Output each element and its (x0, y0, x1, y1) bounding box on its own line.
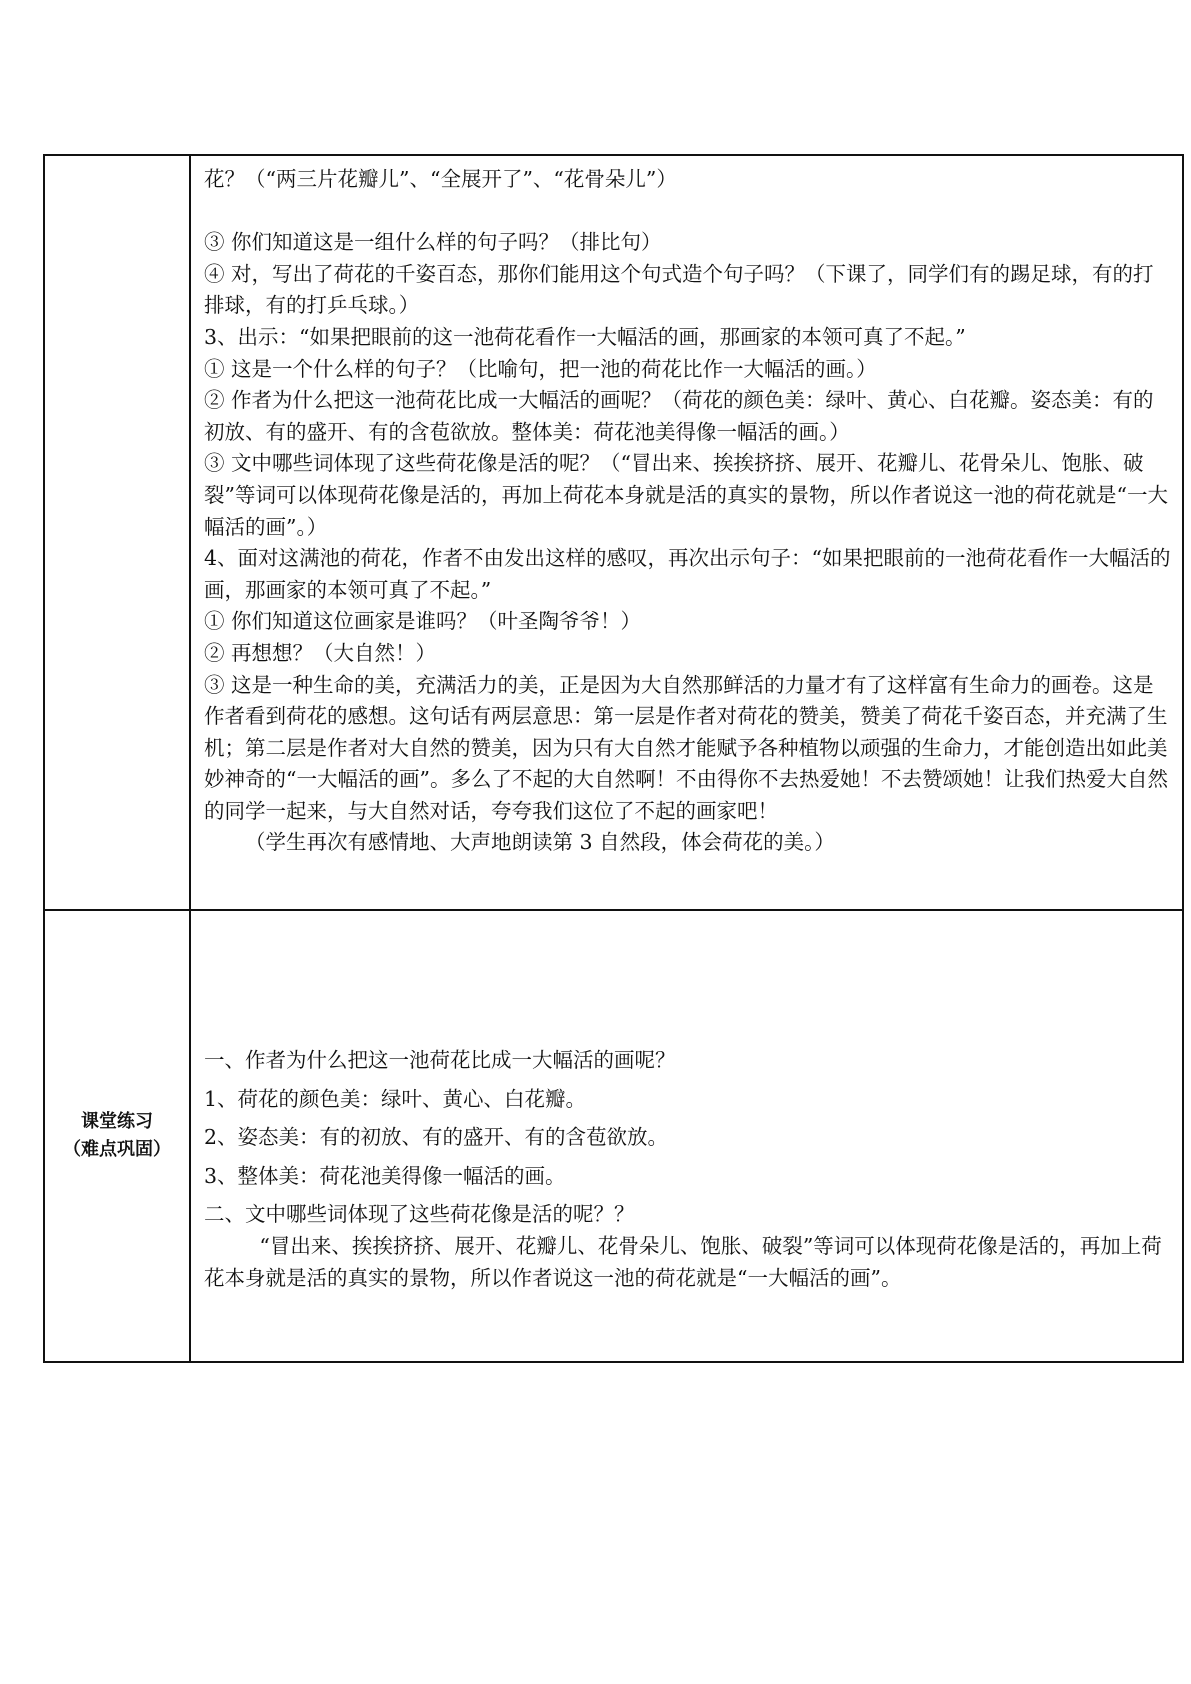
practice-content (191, 911, 1182, 1294)
content-line: ① 这是一个什么样的句子？（比喻句，把一池的荷花比作一大幅活的画。） (204, 356, 877, 381)
content-line: 花？（“两三片花瓣儿”、“全展开了”、“花骨朵儿”） (204, 167, 677, 191)
practice-label: 课堂练习 (81, 1111, 153, 1132)
teaching-process-content (191, 156, 1182, 859)
content-line: ③ 文中哪些词体现了这些荷花像是活的呢？（“冒出来、挨挨挤挤、展开、花瓣儿、花骨朵儿、饱胀、破裂”等词可以体现荷花像是活的，再加上荷花本身就是活的真实的景物，所以作者说这一池的荷花就是“一大幅活的画”。） (204, 451, 1168, 539)
teaching-process-row (44, 155, 1183, 910)
practice-item: 3、整体美：荷花池美得像一幅活的画。 (204, 1163, 566, 1188)
practice-answer: “冒出来、挨挨挤挤、展开、花瓣儿、花骨朵儿、饱胀、破裂”等词可以体现荷花像是活的，再加上荷花本身就是活的真实的景物，所以作者说这一池的荷花就是“一大幅活的画”。 (204, 1233, 1162, 1290)
content-line: 3、出示：“如果把眼前的这一池荷花看作一大幅活的画，那画家的本领可真了不起。” (204, 324, 966, 349)
content-line: （学生再次有感情地、大声地朗读第 3 自然段，体会荷花的美。） (245, 830, 835, 855)
practice-item: 1、荷花的颜色美：绿叶、黄心、白花瓣。 (204, 1086, 587, 1111)
practice-content-cell (190, 910, 1183, 1362)
practice-label-cell (44, 910, 190, 1362)
content-line: ① 你们知道这位画家是谁吗？（叶圣陶爷爷！） (204, 609, 642, 634)
empty-label-cell (44, 155, 190, 910)
practice-item: 2、姿态美：有的初放、有的盛开、有的含苞欲放。 (204, 1125, 669, 1150)
content-line: ③ 这是一种生命的美，充满活力的美，正是因为大自然那鲜活的力量才有了这样富有生命力的画卷。这是作者看到荷花的感想。这句话有两层意思：第一层是作者对荷花的赞美，赞美了荷花千姿百态，并充满了生机；第二层是作者对大自然的赞美，因为只有大自然才能赋予各种植物以顽强的生命力，才能创造出如此美妙神奇的“一大幅活的画”。多么了不起的大自然啊！不由得你不去热爱她！不去赞颂她！让我们热爱大自然的同学一起来，与大自然对话，夸夸我们这位了不起的画家吧！ (204, 672, 1168, 823)
blank-line (204, 196, 1172, 228)
teaching-process-cell (190, 155, 1183, 910)
lesson-plan-table (43, 154, 1184, 1363)
practice-item: 二、文中哪些词体现了这些荷花像是活的呢？？ (204, 1202, 635, 1227)
content-line: ④ 对，写出了荷花的千姿百态，那你们能用这个句式造个句子吗？（下课了，同学们有的踢足球，有的打排球，有的打乒乓球。） (204, 261, 1154, 318)
content-line: ② 再想想？（大自然！） (204, 640, 437, 665)
practice-item: 一、作者为什么把这一池荷花比成一大幅活的画呢？ (204, 1048, 676, 1072)
content-line: 4、面对这满池的荷花，作者不由发出这样的感叹，再次出示句子：“如果把眼前的一池荷花看作一大幅活的画，那画家的本领可真了不起。” (204, 546, 1171, 602)
practice-sublabel: （难点巩固） (63, 1139, 171, 1160)
practice-row (44, 910, 1183, 1362)
content-line: ③ 你们知道这是一组什么样的句子吗？（排比句） (204, 230, 662, 255)
content-line: ② 作者为什么把这一池荷花比成一大幅活的画呢？（荷花的颜色美：绿叶、黄心、白花瓣。姿态美：有的初放、有的盛开、有的含苞欲放。整体美：荷花池美得像一幅活的画。） (204, 388, 1154, 444)
